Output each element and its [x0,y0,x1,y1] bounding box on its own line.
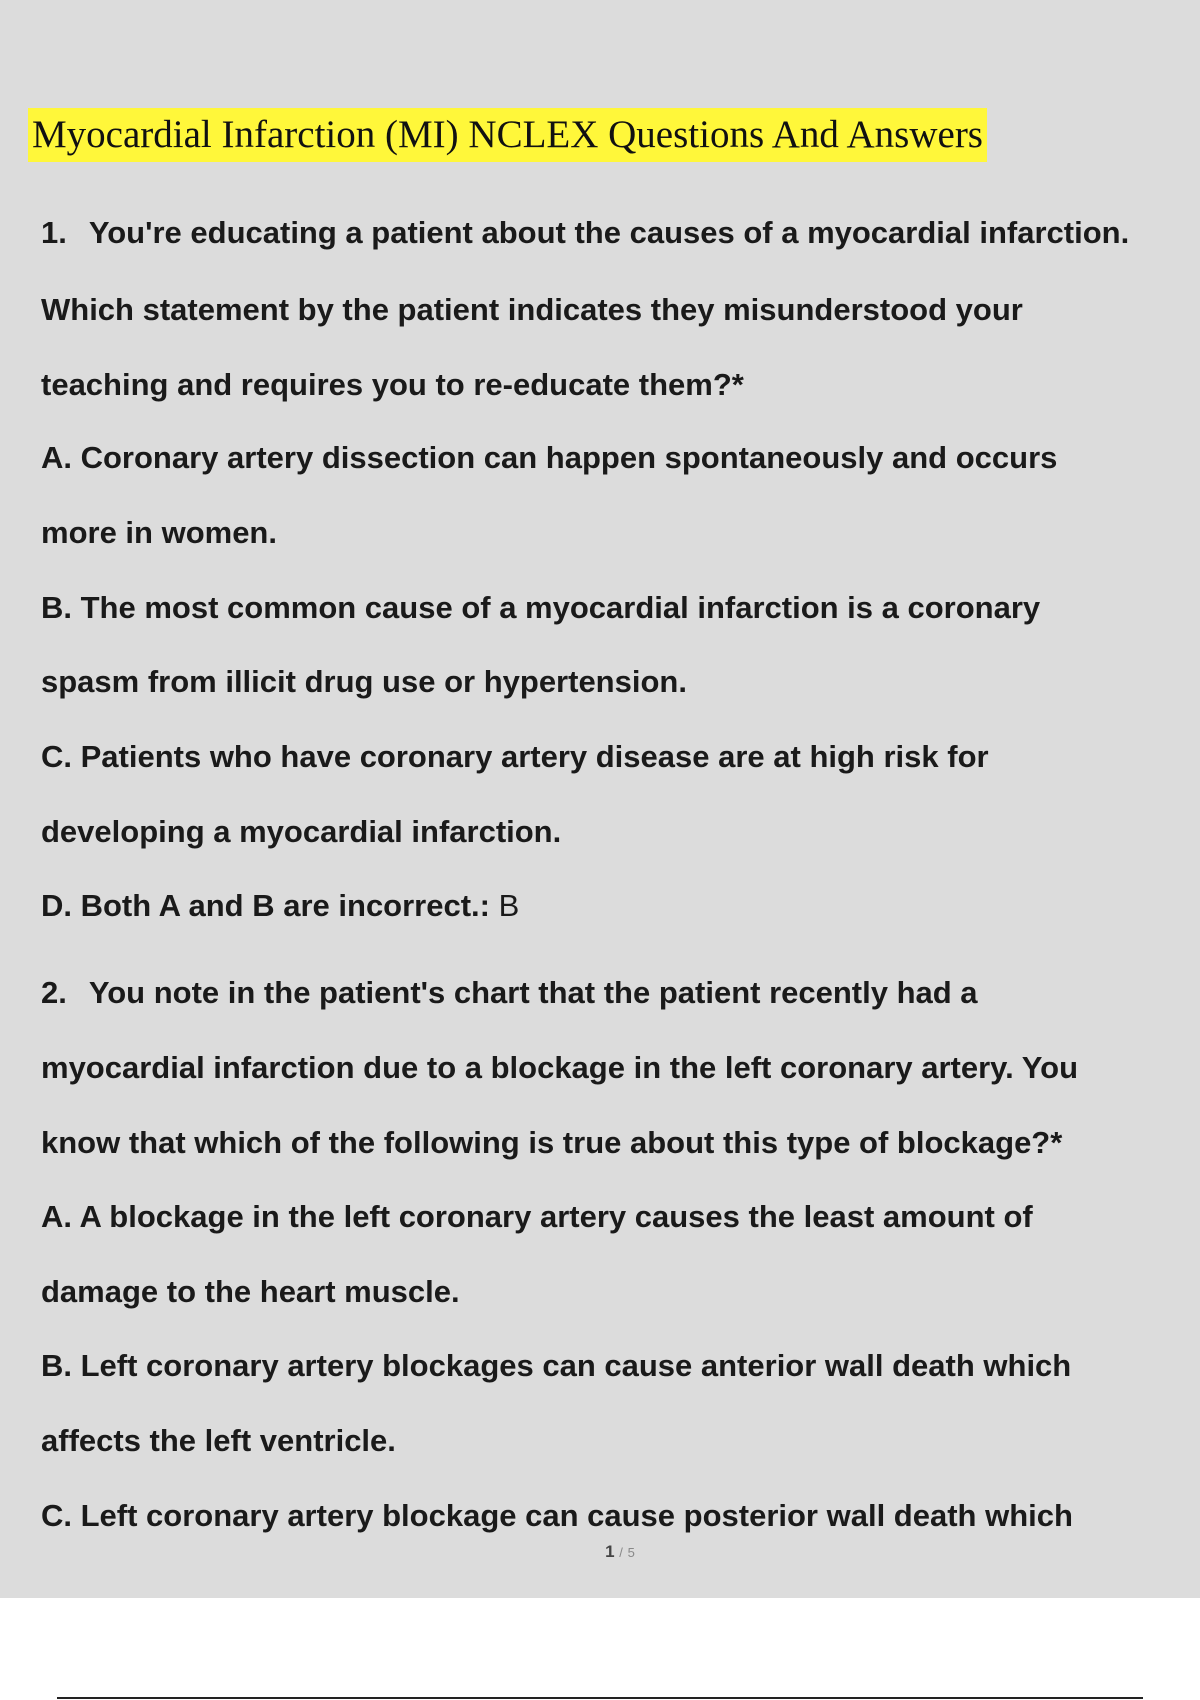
page-number-current: 1 [605,1542,615,1561]
question-1-number: 1. [41,215,67,250]
document-title: Myocardial Infarction (MI) NCLEX Questions And Answers [28,108,987,162]
question-1-option-line: spasm from illicit drug use or hypertension. [41,664,687,699]
question-2-stem-line: 2. You note in the patient's chart that the patient recently had a [41,975,978,1010]
question-1-stem-line: teaching and requires you to re-educate them?* [41,367,744,402]
question-1-stem-line: Which statement by the patient indicates they misunderstood your [41,292,1023,327]
page-number-total: 5 [627,1545,635,1560]
page-number-separator: / [619,1545,623,1560]
question-2-option-line: affects the left ventricle. [41,1423,396,1458]
question-2-option-line: A. A blockage in the left coronary artery causes the least amount of [41,1199,1033,1234]
question-2-option-line: B. Left coronary artery blockages can cause anterior wall death which [41,1348,1072,1383]
question-2-option-line: C. Left coronary artery blockage can cause posterior wall death which [41,1498,1073,1533]
question-1-option-line: developing a myocardial infarction. [41,814,562,849]
question-1-option-line: more in women. [41,515,277,550]
footer-divider [57,1697,1143,1699]
question-2-stem-line: myocardial infarction due to a blockage in the left coronary artery. You [41,1050,1079,1085]
question-1-option-line: C. Patients who have coronary artery disease are at high risk for [41,739,989,774]
question-1-option-line: B. The most common cause of a myocardial infarction is a coronary [41,590,1041,625]
question-1-stem-line: 1. You're educating a patient about the causes of a myocardial infarction. [41,215,1130,250]
question-1-option-line: A. Coronary artery dissection can happen spontaneously and occurs [41,440,1058,475]
question-2-number: 2. [41,975,67,1010]
question-1-option-line: D. Both A and B are incorrect.: B [41,888,520,923]
question-2-option-line: damage to the heart muscle. [41,1274,460,1309]
page-number [0,1542,1200,1562]
question-1-answer: B [498,888,520,923]
question-2-stem-line: know that which of the following is true about this type of blockage?* [41,1125,1063,1160]
